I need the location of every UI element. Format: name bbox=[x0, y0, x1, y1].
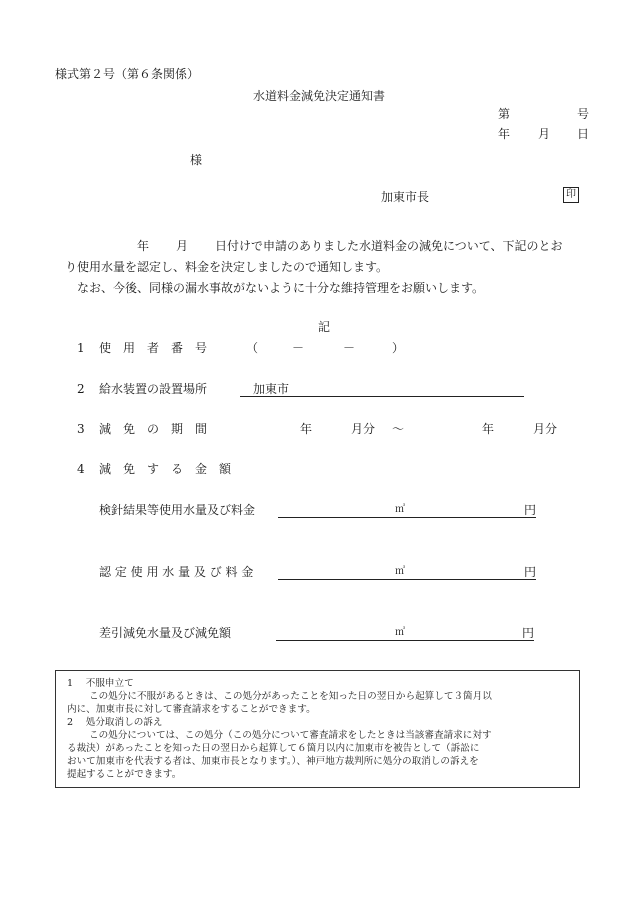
item3-tilde: ～ bbox=[392, 422, 405, 436]
number-prefix: 第 bbox=[498, 107, 511, 121]
form-label: 様式第２号（第６条関係） bbox=[55, 67, 200, 81]
item2-label: 給水装置の設置場所 bbox=[99, 382, 208, 396]
body-year: 年 bbox=[137, 239, 150, 253]
item1-open-paren: （ bbox=[246, 341, 259, 355]
amount-unit-m3-meter: ㎥ bbox=[395, 504, 405, 515]
notice-p2-line2: る裁決）があったことを知った日の翌日から起算して６箇月以内に加東市を被告として（訴訟に bbox=[67, 743, 480, 754]
notice-heading-1: 1 不服申立て bbox=[67, 678, 134, 689]
body-line3: なお、今後、同様の漏水事故がないように十分な維持管理をお願いします。 bbox=[77, 281, 485, 295]
amount-unit-yen-reduction: 円 bbox=[522, 626, 535, 640]
amount-unit-m3-certified: ㎥ bbox=[395, 566, 405, 577]
amount-label-meter: 検針結果等使用水量及び料金 bbox=[99, 503, 256, 517]
appeal-notice-box bbox=[55, 670, 580, 788]
amount-label-certified: 認 定 使 用 水 量 及 び 料 金 bbox=[99, 565, 254, 579]
item3-month-2: 月分 bbox=[533, 422, 558, 436]
notice-p1-line2: 内に、加東市長に対して審査請求をすることができます。 bbox=[67, 704, 316, 715]
body-line1: 日付けで申請のありました水道料金の減免について、下記のとお bbox=[215, 239, 563, 253]
item3-label: 減 免 の 期 間 bbox=[99, 422, 208, 436]
amount-underline-certified bbox=[278, 579, 536, 580]
notice-p1-line1: この処分に不服があるときは、この処分があったことを知った日の翌日から起算して３箇月以 bbox=[89, 691, 492, 702]
notice-p2-line1: この処分については、この処分（この処分について審査請求をしたときは当該審査請求に対す bbox=[89, 730, 492, 741]
date-month: 月 bbox=[538, 127, 551, 141]
amount-underline-reduction bbox=[276, 640, 534, 641]
date-day: 日 bbox=[577, 127, 590, 141]
item1-number: 1 bbox=[77, 341, 85, 355]
item2-value: 加東市 bbox=[253, 382, 290, 396]
item3-number: 3 bbox=[77, 422, 85, 436]
body-line2: り使用水量を認定し、料金を決定しましたので通知します。 bbox=[65, 260, 389, 274]
item1-close-paren: ） bbox=[392, 341, 405, 355]
item1-dash-1: － bbox=[292, 341, 305, 355]
item4-number: 4 bbox=[77, 462, 85, 476]
notice-heading-2: 2 処分取消しの訴え bbox=[67, 717, 163, 728]
amount-unit-yen-certified: 円 bbox=[524, 565, 537, 579]
item3-year-1: 年 bbox=[300, 422, 313, 436]
seal-stamp: 印 bbox=[563, 187, 579, 203]
ki-label: 記 bbox=[318, 320, 331, 334]
amount-label-reduction: 差引減免水量及び減免額 bbox=[99, 626, 232, 640]
body-month: 月 bbox=[176, 239, 189, 253]
document-title: 水道料金減免決定通知書 bbox=[253, 89, 386, 103]
number-suffix: 号 bbox=[577, 107, 590, 121]
item3-month-1: 月分 bbox=[351, 422, 376, 436]
date-year: 年 bbox=[498, 127, 511, 141]
item3-year-2: 年 bbox=[482, 422, 495, 436]
addressee-honorific: 様 bbox=[190, 153, 203, 167]
amount-unit-m3-reduction: ㎥ bbox=[395, 627, 405, 638]
item1-label: 使 用 者 番 号 bbox=[99, 341, 208, 355]
item2-underline bbox=[240, 396, 524, 397]
item2-number: 2 bbox=[77, 382, 85, 396]
item4-label: 減 免 す る 金 額 bbox=[99, 462, 232, 476]
amount-unit-yen-meter: 円 bbox=[524, 503, 537, 517]
amount-underline-meter bbox=[278, 517, 536, 518]
notice-p2-line4: 提起することができます。 bbox=[67, 769, 182, 780]
item1-dash-2: － bbox=[343, 341, 356, 355]
notice-p2-line3: おいて加東市を代表する者は、加東市長となります。）、神戸地方裁判所に処分の取消しの訴えを bbox=[67, 756, 479, 767]
issuer-name: 加東市長 bbox=[381, 190, 430, 204]
